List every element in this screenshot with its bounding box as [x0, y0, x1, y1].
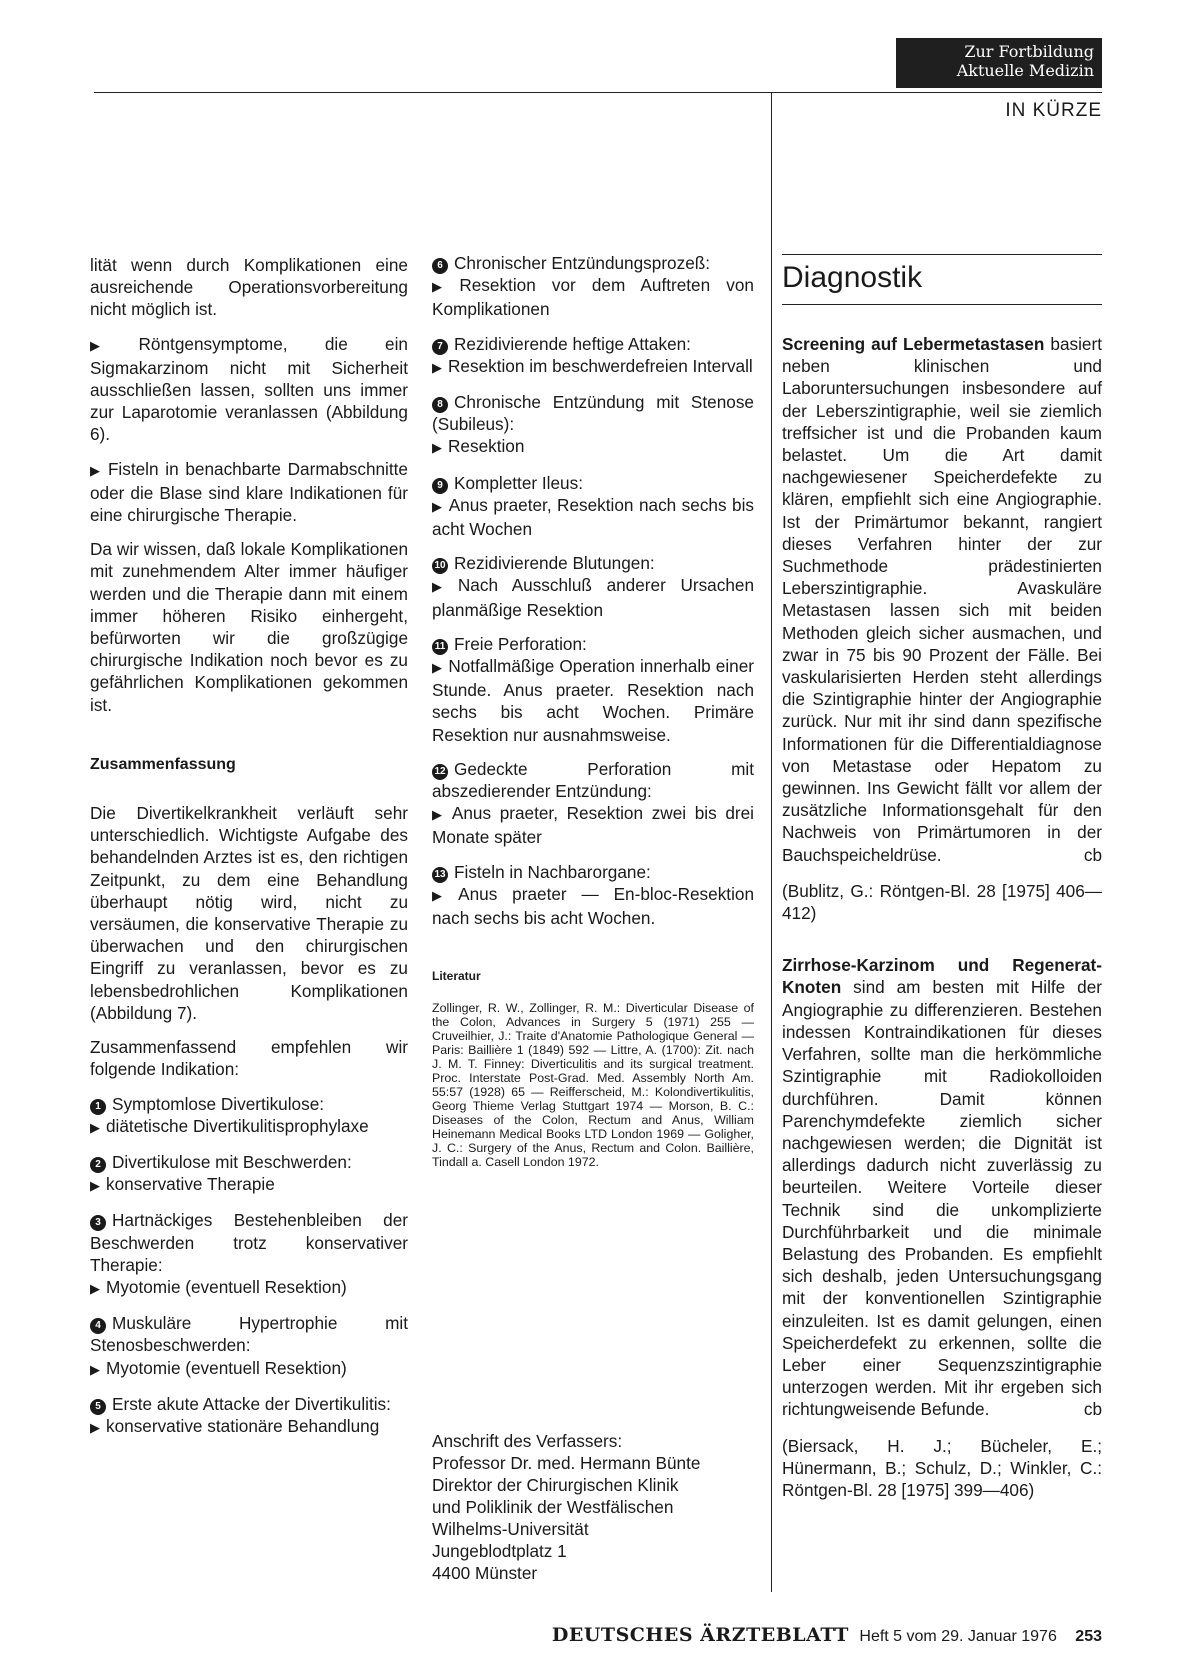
column-3: [782, 258, 1102, 1513]
literature-heading: Literatur: [432, 969, 481, 984]
address-line: Anschrift des Verfassers:: [432, 1431, 623, 1451]
indication-item: [432, 472, 754, 541]
address-line: und Poliklinik der Westfälischen: [432, 1497, 674, 1517]
indication-title: Fisteln in Nachbarorgane:: [454, 861, 651, 882]
indication-action: diätetische Divertikulitisprophylaxe: [106, 1115, 369, 1136]
indication-action: konservative Therapie: [106, 1174, 275, 1195]
address-line: Wilhelms-Universität: [432, 1519, 589, 1539]
col1-paragraph-3-text: Fisteln in benachbarte Darmabschnitte oder die Blase sind klare Indikationen für eine chirurgische Therapie.: [90, 458, 408, 526]
literature-text: Zollinger, R. W., Zollinger, R. M.: Diverticular Disease of the Colon, Advances in Surgery 5 (1971) 255 — Cruveilhier, J.: Traite d'Anatomie Pathologique General — Paris: Baillière 1 (1849) 592 — Littre, A. (1700): Zit. nach J. M. T. Finney: Diverticulitis and its surgical treatment. Proc. Interstate Post-Grad. Med. Assembly North Am. 55:57 (1928) 65 — Reifferscheid, M.: Kolondivertikulitis, Georg Thieme Verlag Stuttgart 1974 — Morson, B. C.: Diseases of the Colon, Rectum and Anus, William Heinemann Medical Books LTD London 1969 — Goligher, J. C.: Surgery of the Anus, Rectum and Colon. Baillière, Tindall a. Casell London 1972.: [432, 1001, 754, 1170]
badge-line-1: Zur Fortbildung: [964, 42, 1094, 61]
indication-action: konservative stationäre Behandlung: [106, 1415, 380, 1436]
indication-item: [432, 633, 754, 746]
issue-info: Heft 5 vom 29. Januar 1976: [859, 1628, 1057, 1645]
indication-list-2: [432, 252, 754, 929]
triangle-bullet-icon: ▶: [90, 1361, 100, 1377]
indication-title: Freie Perforation:: [454, 633, 587, 654]
triangle-bullet-icon: ▶: [432, 359, 442, 375]
footer: [460, 1624, 1102, 1646]
indication-item: [90, 1209, 408, 1300]
indication-item: [90, 1093, 408, 1139]
triangle-bullet-icon: ▶: [432, 807, 446, 823]
article-2: [782, 954, 1102, 1420]
diagnostik-rule: [782, 254, 1102, 255]
section-label: IN KÜRZE: [1005, 100, 1102, 121]
section-heading: Zusammenfassung: [90, 755, 236, 773]
indication-item: [432, 252, 754, 321]
indication-action: Myotomie (eventuell Resektion): [106, 1276, 347, 1297]
article-1: [782, 333, 1102, 866]
indication-title: Divertikulose mit Beschwerden:: [112, 1151, 352, 1172]
indication-item: [432, 861, 754, 930]
number-badge-icon: 10: [432, 558, 448, 574]
number-badge-icon: 5: [90, 1399, 106, 1415]
indication-title: Muskuläre Hypertrophie mit Stenosbeschwerden:: [90, 1313, 408, 1356]
indication-action: Resektion vor dem Auftreten von Komplikationen: [432, 275, 754, 320]
triangle-bullet-icon: ▶: [432, 887, 453, 903]
indication-item: [432, 391, 754, 460]
triangle-bullet-icon: ▶: [90, 1178, 100, 1194]
indication-item: [90, 1151, 408, 1197]
section-badge: [896, 38, 1102, 88]
triangle-bullet-icon: ▶: [432, 498, 443, 514]
indication-title: Symptomlose Divertikulose:: [112, 1093, 325, 1114]
triangle-bullet-icon: ▶: [90, 1280, 100, 1296]
header-rule: [94, 92, 1102, 93]
address-line: Direktor der Chirurgischen Klinik: [432, 1475, 679, 1495]
triangle-bullet-icon: ▶: [432, 440, 442, 456]
column-2: [432, 252, 755, 1583]
article-2-title: Zirrhose-Karzinom und Regenerat-Knoten: [782, 955, 1102, 998]
col1-paragraph-2-text: Röntgensymptome, die ein Sigmakarzinom nicht mit Sicherheit ausschließen lassen, sollten uns immer zur Laparotomie veranlassen (Abbildung 6).: [90, 333, 408, 445]
indication-action: Resektion im beschwerdefreien Intervall: [448, 355, 753, 376]
address-line: 4400 Münster: [432, 1563, 538, 1583]
triangle-bullet-icon: ▶: [90, 462, 102, 478]
number-badge-icon: 1: [90, 1099, 106, 1115]
address-line: Jungeblodtplatz 1: [432, 1541, 567, 1561]
indication-title: Gedeckte Perforation mit abszedierender Entzündung:: [432, 758, 754, 802]
indication-title: Chronische Entzündung mit Stenose (Subileus):: [432, 392, 754, 435]
article-1-signature: cb: [1083, 844, 1102, 865]
indication-title: Chronischer Entzündungsprozeß:: [454, 253, 711, 273]
col1-paragraph-3: [90, 458, 408, 527]
indication-title: Hartnäckiges Bestehenbleiben der Beschwerden trotz konservativer Therapie:: [90, 1210, 408, 1275]
indication-title: Rezidivierende Blutungen:: [454, 553, 655, 574]
article-2-body: sind am besten mit Hilfe der Angiographie zu differenzieren. Bestehen indessen Kontraindikationen für dieses Verfahren, sollte man die herkömmliche Szintigraphie mit Radiokolloiden durchführen. Damit können Parenchymdefekte ziemlich sicher nachgewiesen werden; die Dignität ist allerdings dadurch nicht zuverlässig zu beurteilen. Weitere Vorteile dieser Technik sind die unkomplizierte Durchführbarkeit und die minimale Belastung des Probanden. Es empfiehlt sich deshalb, jeden Untersuchungsgang mit der konventionellen Szintigraphie einzuleiten. Ist es damit gelungen, einen Speicherdefekt zu erkennen, sollte die Leber einer Sequenzszintigraphie unterzogen werden. Mit ihr ergeben sich richtungweisende Befunde.: [782, 977, 1102, 1420]
indication-title: Rezidivierende heftige Attaken:: [454, 333, 691, 354]
triangle-bullet-icon: ▶: [90, 1419, 100, 1435]
indication-action: Anus praeter — En-bloc-Resektion nach sechs bis acht Wochen.: [432, 883, 755, 929]
column-divider: [771, 92, 772, 1592]
number-badge-icon: 12: [432, 764, 448, 780]
number-badge-icon: 4: [90, 1318, 106, 1334]
triangle-bullet-icon: ▶: [90, 1119, 100, 1135]
triangle-bullet-icon: ▶: [432, 579, 452, 595]
number-badge-icon: 8: [432, 397, 448, 413]
indication-action: Nach Ausschluß anderer Ursachen planmäßige Resektion: [432, 575, 755, 620]
number-badge-icon: 7: [432, 339, 448, 355]
indication-item: [432, 333, 754, 379]
indication-title: Erste akute Attacke der Divertikulitis:: [112, 1393, 391, 1414]
article-2-reference: (Biersack, H. J.; Bücheler, E.; Hünermann, B.; Schulz, D.; Winkler, C.: Röntgen-Bl. 28 [1975] 399—406): [782, 1435, 1102, 1500]
indication-list-1: [90, 1093, 408, 1440]
number-badge-icon: 3: [90, 1215, 106, 1231]
number-badge-icon: 11: [432, 639, 448, 655]
indication-action: Notfallmäßige Operation innerhalb einer Stunde. Anus praeter. Resektion nach sechs bis acht Wochen. Primäre Resektion nur ausnahmsweise.: [432, 656, 754, 745]
indication-action: Myotomie (eventuell Resektion): [106, 1357, 347, 1378]
col1-paragraph-4: Da wir wissen, daß lokale Komplikationen mit zunehmendem Alter immer häufiger werden und die Therapie dann mit einem immer höheren Risiko einhergeht, befürworten wir die großzügige chirurgische Indikation noch bevor es zu gefährlichen Komplikationen gekommen ist.: [90, 539, 408, 715]
number-badge-icon: 9: [432, 478, 448, 494]
number-badge-icon: 13: [432, 867, 448, 883]
indication-action: Anus praeter, Resektion zwei bis drei Monate später: [432, 803, 755, 848]
article-2-signature: cb: [1083, 1399, 1102, 1420]
triangle-bullet-icon: ▶: [90, 337, 133, 353]
number-badge-icon: 2: [90, 1157, 106, 1173]
article-1-reference: (Bublitz, G.: Röntgen-Bl. 28 [1975] 406—412): [782, 880, 1102, 924]
col1-paragraph-2: [90, 333, 408, 446]
number-badge-icon: 6: [432, 258, 448, 274]
column-1: [90, 254, 408, 1451]
article-1-body: basiert neben klinischen und Laboruntersuchungen insbesondere auf der Leberszintigraphie, weil sie ziemlich treffsicher ist und die Probanden kaum belastet. Um die Art damit nachgewiesener Speicherdefekte zu klären, empfiehlt sich eine Angiographie. Ist der Primärtumor bekannt, rangiert dieses Verfahren hinter der zur Suchmethode prädestinierten Leberszintigraphie. Avaskuläre Metastasen lassen sich mit beiden Methoden gleich sicher ausmachen, und zwar in 75 bis 90 Prozent der Fälle. Bei vaskularisierten Herden steht allerdings die Szintigraphie hinter der Angiographie zurück. Nur mit ihr sind dann spezifische Informationen für die Differentialdiagnose von Metastase oder Hepatom zu gewinnen. Ins Gewicht fällt vor allem der zusätzliche Informationsgehalt für den Nachweis von Primärtumoren in der Bauchspeicheldrüse.: [782, 334, 1102, 865]
page-number: 253: [1075, 1628, 1102, 1645]
author-address: [432, 1430, 754, 1584]
indication-item: [90, 1312, 408, 1381]
triangle-bullet-icon: ▶: [432, 279, 454, 295]
address-line: Professor Dr. med. Hermann Bünte: [432, 1453, 701, 1473]
page-title: Diagnostik: [782, 261, 923, 294]
col1-paragraph-6: Zusammenfassend empfehlen wir folgende Indikation:: [90, 1037, 408, 1080]
indication-item: [432, 758, 754, 849]
indication-title: Kompletter Ileus:: [454, 472, 583, 493]
badge-line-2: Aktuelle Medizin: [956, 61, 1094, 80]
indication-action: Resektion: [448, 436, 525, 457]
article-1-title: Screening auf Lebermetastasen: [782, 334, 1045, 354]
indication-action: Anus praeter, Resektion nach sechs bis acht Wochen: [432, 494, 755, 540]
title-underline: [782, 304, 1102, 305]
indication-item: [90, 1393, 408, 1439]
col1-paragraph-1: lität wenn durch Komplikationen eine ausreichende Operationsvorbereitung nicht möglich ist.: [90, 255, 408, 320]
journal-name: DEUTSCHES ÄRZTEBLATT: [551, 1624, 849, 1646]
col1-paragraph-5: Die Divertikelkrankheit verläuft sehr unterschiedlich. Wichtigste Aufgabe des behandelnden Arztes ist es, den richtigen Zeitpunkt, zu dem eine Behandlung überhaupt nötig wird, nicht zu versäumen, die konservative Therapie zu überwachen und den chirurgischen Eingriff zu veranlassen, bevor es zu lebensbedrohlichen Komplikationen (Abbildung 7).: [90, 803, 408, 1023]
indication-item: [432, 552, 754, 621]
triangle-bullet-icon: ▶: [432, 660, 443, 676]
